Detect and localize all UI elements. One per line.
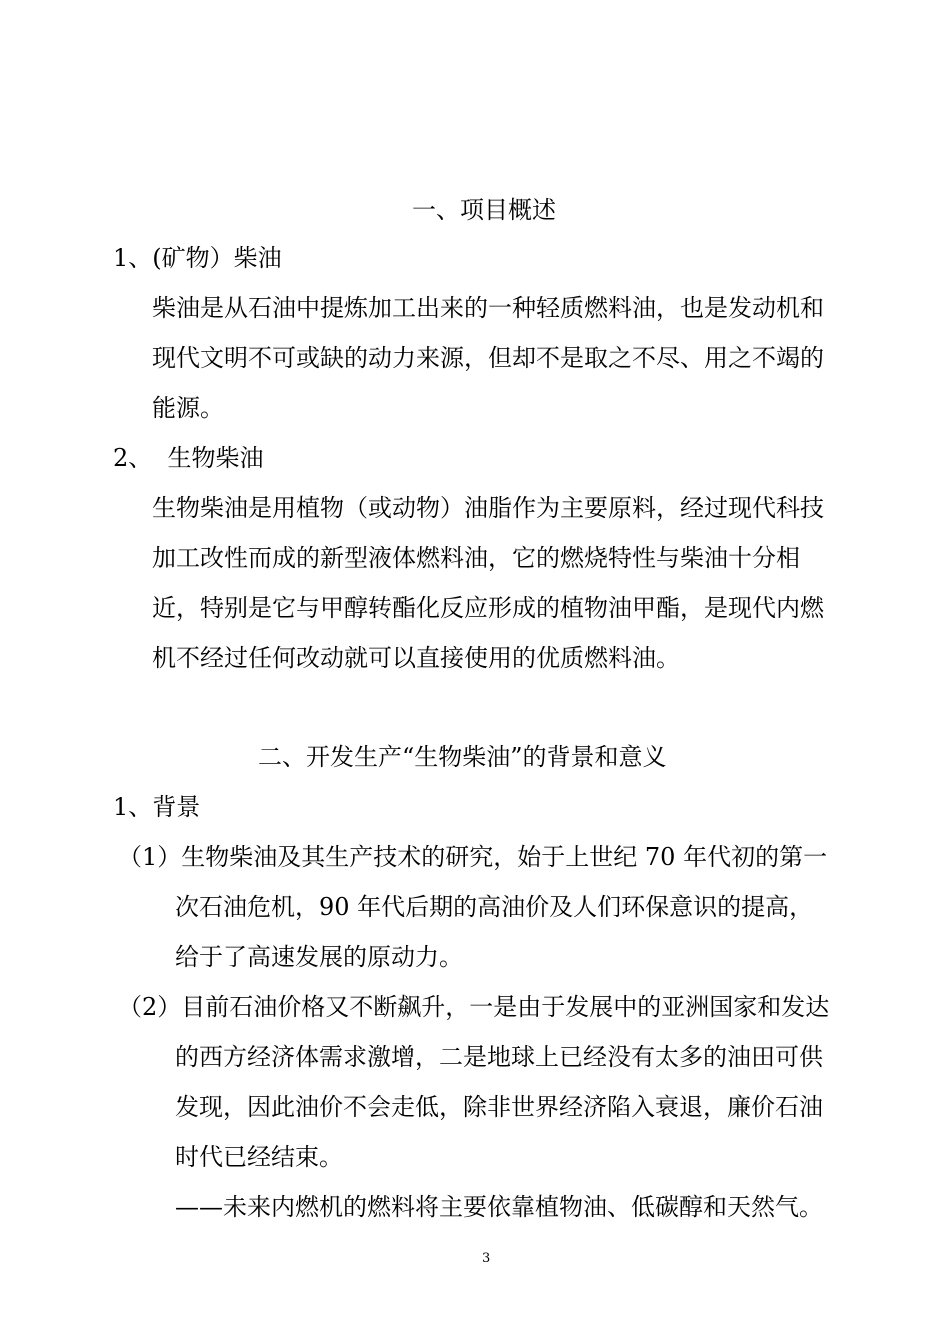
paragraph-line: 给于了高速发展的原动力。 xyxy=(175,943,463,971)
paragraph-line: 现代文明不可或缺的动力来源，但却不是取之不尽、用之不竭的 xyxy=(152,344,824,372)
paragraph-line: 发现，因此油价不会走低，除非世界经济陷入衰退，廉价石油 xyxy=(175,1093,823,1121)
paragraph-line: 次石油危机，90 年代后期的高油价及人们环保意识的提高， xyxy=(175,893,814,921)
section2-item1-heading: 1、背景 xyxy=(113,793,201,821)
paragraph-line: 生物柴油是用植物（或动物）油脂作为主要原料，经过现代科技 xyxy=(152,494,824,522)
paragraph-line: 近，特别是它与甲醇转酯化反应形成的植物油甲酯，是现代内燃 xyxy=(152,594,824,622)
paragraph-line: 机不经过任何改动就可以直接使用的优质燃料油。 xyxy=(152,644,680,672)
section2-title: 二、开发生产“生物柴油”的背景和意义 xyxy=(258,743,667,771)
page-number: 3 xyxy=(482,1251,491,1266)
paragraph-line: 加工改性而成的新型液体燃料油，它的燃烧特性与柴油十分相 xyxy=(152,544,800,572)
section1-title: 一、项目概述 xyxy=(412,196,556,224)
paragraph-line: （2）目前石油价格又不断飙升，一是由于发展中的亚洲国家和发达 xyxy=(118,993,830,1021)
paragraph-line: 能源。 xyxy=(152,394,224,422)
section1-item2-heading: 2、 生物柴油 xyxy=(113,444,264,472)
paragraph-line: 时代已经结束。 xyxy=(175,1143,343,1171)
paragraph-line: （1）生物柴油及其生产技术的研究，始于上世纪 70 年代初的第一 xyxy=(118,843,828,871)
paragraph-line: ——未来内燃机的燃料将主要依靠植物油、低碳醇和天然气。 xyxy=(175,1193,823,1221)
paragraph-line: 柴油是从石油中提炼加工出来的一种轻质燃料油，也是发动机和 xyxy=(152,294,824,322)
paragraph-line: 的西方经济体需求激增，二是地球上已经没有太多的油田可供 xyxy=(175,1043,823,1071)
section1-item1-heading: 1、(矿物）柴油 xyxy=(113,244,282,272)
